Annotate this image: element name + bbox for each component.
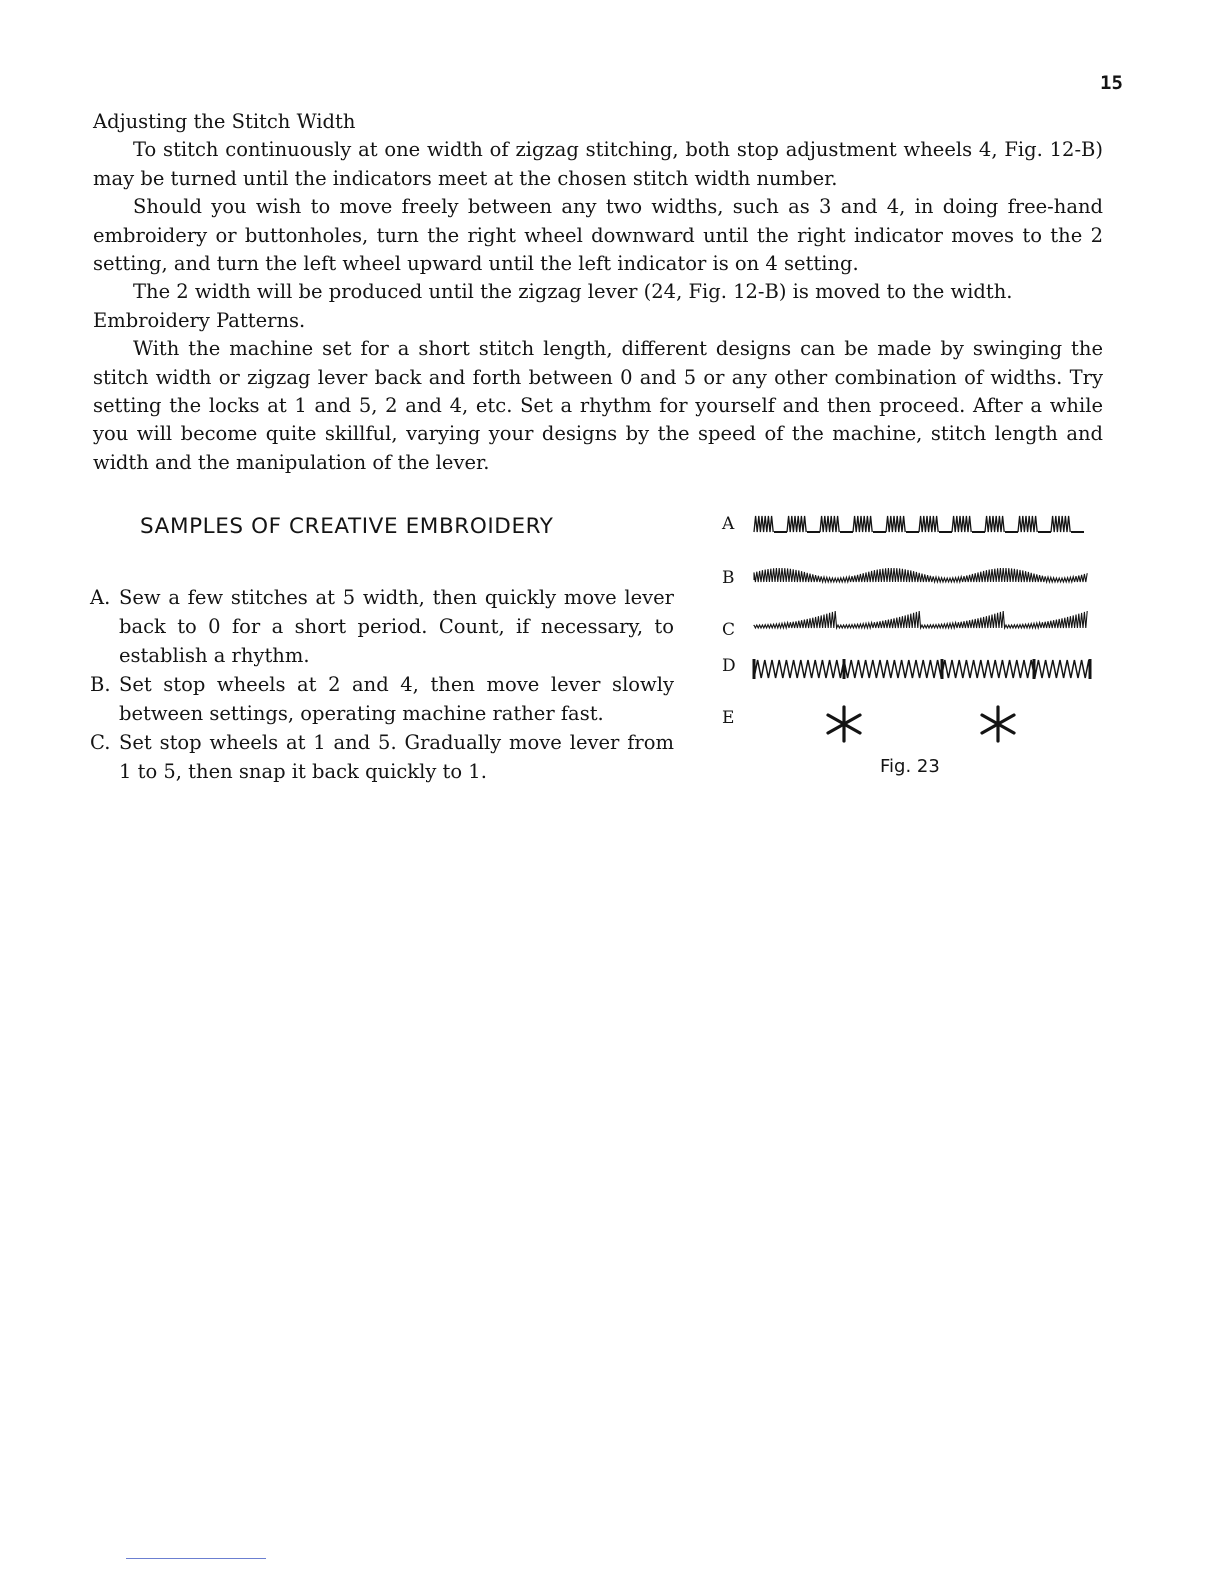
stitch-line (754, 660, 1089, 678)
figure-caption: Fig. 23 (880, 756, 940, 777)
stitch-line (1018, 516, 1037, 532)
stitch-row-label-d: D (722, 656, 736, 676)
stitch-line (853, 516, 872, 532)
stitch-sample-e (752, 702, 1092, 748)
section-heading-adjusting: Adjusting the Stitch Width (93, 110, 356, 133)
stitch-row-label-a: A (722, 514, 735, 534)
section-heading-embroidery: Embroidery Patterns. (93, 308, 306, 332)
stitch-row-label-b: B (722, 568, 735, 588)
sample-text: Set stop wheels at 1 and 5. Gradually move lever from 1 to 5, then snap it back quickly to 1. (119, 731, 674, 783)
figure-23-stitch-samples (712, 506, 1102, 786)
sample-item-a (90, 583, 674, 670)
paragraph-free-movement: Should you wish to move freely between any two widths, such as 3 and 4, in doing free-hand embroidery or buttonholes, turn the right wheel downward until the right indicator moves to the 2 setting, and turn the left wheel upward until the left indicator is on 4 setting. (93, 195, 1103, 276)
stitch-sample-a (752, 512, 1092, 540)
sample-item-c (90, 728, 674, 786)
stitch-line (1051, 516, 1070, 532)
adjusting-stitch-width-section (93, 108, 1103, 477)
star-stitch-icon (982, 707, 1014, 741)
stitch-line (919, 516, 938, 532)
samples-list (90, 583, 674, 786)
page-bottom-rule (126, 1558, 266, 1559)
stitch-sample-c (752, 604, 1092, 632)
stitch-sample-d (752, 656, 1097, 684)
sample-text: Set stop wheels at 2 and 4, then move lever slowly between settings, operating machine rather fast. (119, 673, 674, 725)
stitch-line (886, 516, 905, 532)
stitch-line (754, 568, 1087, 582)
page-number: 15 (1100, 72, 1123, 94)
stitch-line (754, 516, 773, 532)
sample-letter: C. (90, 731, 111, 754)
paragraph-continuous-width: To stitch continuously at one width of zigzag stitching, both stop adjustment wheels 4, Fig. 12-B) may be turned until the indicators meet at the chosen stitch width number. (93, 138, 1103, 190)
sample-letter: A. (90, 586, 111, 609)
star-stitch-icon (828, 707, 860, 741)
stitch-row-label-e: E (722, 708, 735, 728)
paragraph-embroidery-patterns: With the machine set for a short stitch length, different designs can be made by swinging the stitch width or zigzag lever back and forth between 0 and 5 or any other combination of widths. Try setting the locks at 1 and 5, 2 and 4, etc. Set a rhythm for yourself and then proceed. After a while you will become quite skillful, varying your designs by the speed of the machine, stitch length and width and the manipulation of the lever. (93, 337, 1103, 474)
stitch-row-label-c: C (722, 620, 736, 640)
stitch-line (985, 516, 1004, 532)
samples-title: SAMPLES OF CREATIVE EMBROIDERY (140, 514, 554, 539)
paragraph-two-width: The 2 width will be produced until the zigzag lever (24, Fig. 12-B) is moved to the width. (133, 280, 1013, 304)
stitch-line (952, 516, 971, 532)
sample-item-b (90, 670, 674, 728)
stitch-line (820, 516, 839, 532)
stitch-line (754, 611, 1087, 628)
sample-text: Sew a few stitches at 5 width, then quickly move lever back to 0 for a short period. Count, if necessary, to establish a rhythm. (119, 586, 674, 667)
sample-letter: B. (90, 673, 111, 696)
stitch-sample-b (752, 560, 1092, 588)
stitch-line (787, 516, 806, 532)
